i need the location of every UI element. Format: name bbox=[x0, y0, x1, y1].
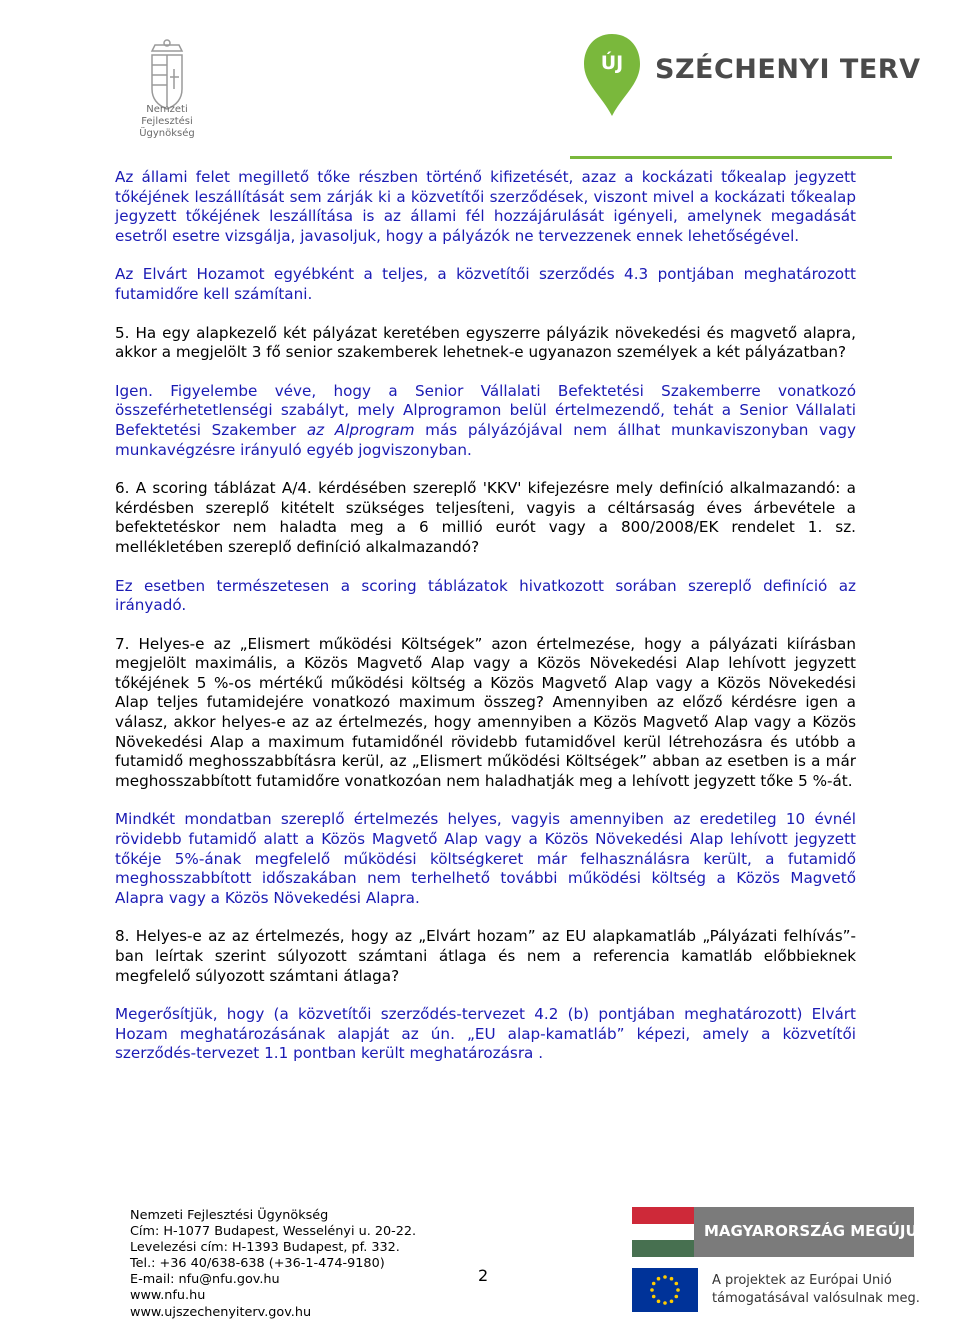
banner-label: MAGYARORSZÁG MEGÚJUL bbox=[704, 1222, 928, 1240]
footer-email: E-mail: nfu@nfu.gov.hu bbox=[130, 1272, 280, 1288]
magyarorszag-megujul-banner bbox=[632, 1207, 928, 1257]
eu-support-text bbox=[712, 1272, 920, 1308]
eu-star bbox=[657, 1277, 661, 1281]
footer-web-2: www.ujszechenyiterv.gov.hu bbox=[130, 1304, 312, 1320]
eu-star bbox=[675, 1282, 679, 1286]
eu-flag-icon bbox=[632, 1268, 698, 1312]
szechenyi-badge: ÚJ bbox=[600, 52, 624, 74]
eu-star bbox=[652, 1295, 656, 1299]
answer-5-emphasis: az Alprogram bbox=[306, 420, 415, 439]
answer-5-text-b: más pályázójával nem állhat munkaviszonyban vagy munkavégzésre irányuló egyéb jogviszonyban. bbox=[115, 420, 856, 459]
hungarian-flag-icon bbox=[632, 1207, 694, 1257]
document-body bbox=[115, 168, 856, 1083]
eu-line-1: A projektek az Európai Unió bbox=[712, 1273, 892, 1288]
page-number: 2 bbox=[478, 1266, 489, 1285]
eu-star bbox=[670, 1277, 674, 1281]
answer-paragraph-1: Az állami felet megillető tőke részben történő kifizetését, azaz a kockázati tőkealap jegyzett tőkéjének leszállítását sem zárják ki a közvetítői szerződések, viszont mivel a kockázati tőkealap jegyzett tőkéjének leszállítása is az állami fél hozzájárulását igényeli, amelynek megadását esetről esetre vizsgálja, javasoljuk, hogy a pályázók ne tervezzenek ennek lehetőségével. bbox=[115, 168, 856, 245]
szechenyi-title: SZÉCHENYI TERV bbox=[655, 54, 921, 85]
footer-address: Cím: H-1077 Budapest, Wesselényi u. 20-22. bbox=[130, 1224, 417, 1240]
eu-star bbox=[652, 1282, 656, 1286]
nfu-logo-text bbox=[112, 104, 222, 140]
footer-postal: Levelezési cím: H-1393 Budapest, pf. 332. bbox=[130, 1240, 400, 1256]
eu-star bbox=[663, 1275, 667, 1279]
header-divider bbox=[570, 156, 892, 159]
answer-8: Megerősítjük, hogy (a közvetítői szerződés-tervezet 4.2 (b) pontjában meghatározott) Elvárt Hozam meghatározásának alapját az ún. „EU alap-kamatláb” képezi, amely a közvetítői szerződés-tervezet 1.1 pontban került meghatározásra . bbox=[115, 1005, 856, 1063]
eu-star bbox=[657, 1300, 661, 1304]
footer-phone: Tel.: +36 40/638-638 (+36-1-474-9180) bbox=[130, 1256, 385, 1272]
eu-star bbox=[675, 1295, 679, 1299]
answer-5 bbox=[115, 382, 856, 460]
question-6: 6. A scoring táblázat A/4. kérdésében szereplő 'KKV' kifejezésre mely definíció alkalmazandó: a kérdésben szereplő kitételt szükséges teljesíteni, vagyis a céltársaság éves árbevétele a befektetéskor nem haladta meg a 6 millió eurót vagy a 800/2008/EK rendelet 1. sz. mellékletében szereplő definíció alkalmazandó? bbox=[115, 479, 856, 556]
answer-5-text-a: Igen. Figyelembe véve, hogy a Senior Vállalati Befektetési Szakemberre vonatkozó összeférhetetlenségi szabályt, mely Alprogramon belül értelmezendő, tehát a Senior Vállalati Befektetési Szakember bbox=[115, 381, 856, 439]
nfu-name-line1: Nemzeti bbox=[146, 104, 188, 115]
eu-line-2: támogatásával valósulnak meg. bbox=[712, 1291, 920, 1306]
eu-star bbox=[676, 1288, 680, 1292]
eu-star bbox=[670, 1300, 674, 1304]
eu-star bbox=[650, 1288, 654, 1292]
question-7: 7. Helyes-e az „Elismert működési Költségek” azon értelmezése, hogy a pályázati kiírásban megjelölt maximális, a Közös Magvető Alap vagy a Közös Növekedési Alap lehívott jegyzett tőkéjének 5 %-os mértékű működési költség a Közös Magvető Alap vagy a Közös Növekedési Alap teljes futamidejére vonatkozó maximum összeg? Amennyiben az előző kérdésre igen a válasz, akkor helyes-e az az értelmezés, hogy amennyiben a Közös Magvető Alap vagy a Közös Növekedési Alap a maximum futamidőnél rövidebb futamidővel kerül létrehozásra és utóbb a futamidő meghosszabbításra kerül, az „Elismert működési Költségek” abban az esetben is a már meghosszabbított futamidőre vonatkozóan nem haladhatják meg a lehívott jegyzett tőke 5 %-át. bbox=[115, 634, 856, 790]
footer-web-1: www.nfu.hu bbox=[130, 1288, 206, 1304]
szechenyi-pin-icon bbox=[582, 32, 642, 118]
question-8: 8. Helyes-e az az értelmezés, hogy az „Elvárt hozam” az EU alapkamatláb „Pályázati felhívás”-ban leírtak szerint súlyozott számtani átlaga és nem a referencia kamatláb előbbieknek megfelelő súlyozott számtani átlaga? bbox=[115, 927, 856, 985]
footer-org: Nemzeti Fejlesztési Ügynökség bbox=[130, 1208, 329, 1223]
nfu-name-line2: Fejlesztési Ügynökség bbox=[139, 116, 195, 139]
answer-paragraph-2: Az Elvárt Hozamot egyébként a teljes, a közvetítői szerződés 4.3 pontjában meghatározott futamidőre kell számítani. bbox=[115, 265, 856, 303]
eu-star bbox=[663, 1301, 667, 1305]
answer-7: Mindkét mondatban szereplő értelmezés helyes, vagyis amennyiben az eredetileg 10 évnél rövidebb futamidő alatt a Közös Magvető Alap vagy a Közös Növekedési Alap lehívott jegyzett tőkéje 5%-ának megfelelő működési költségkeret már felhasználásra került, a futamidő meghosszabbított időszakában nem terhelhető további működési költség a Közös Magvető Alapra vagy a Közös Növekedési Alapra. bbox=[115, 810, 856, 907]
answer-6: Ez esetben természetesen a scoring táblázatok hivatkozott sorában szereplő definíció az irányadó. bbox=[115, 576, 856, 615]
question-5: 5. Ha egy alapkezelő két pályázat keretében egyszerre pályázik növekedési és magvető alapra, akkor a megjelölt 3 fő senior szakemberek lehetnek-e ugyanazon személyek a két pályázatban? bbox=[115, 323, 856, 362]
footer-address-block bbox=[130, 1208, 416, 1321]
